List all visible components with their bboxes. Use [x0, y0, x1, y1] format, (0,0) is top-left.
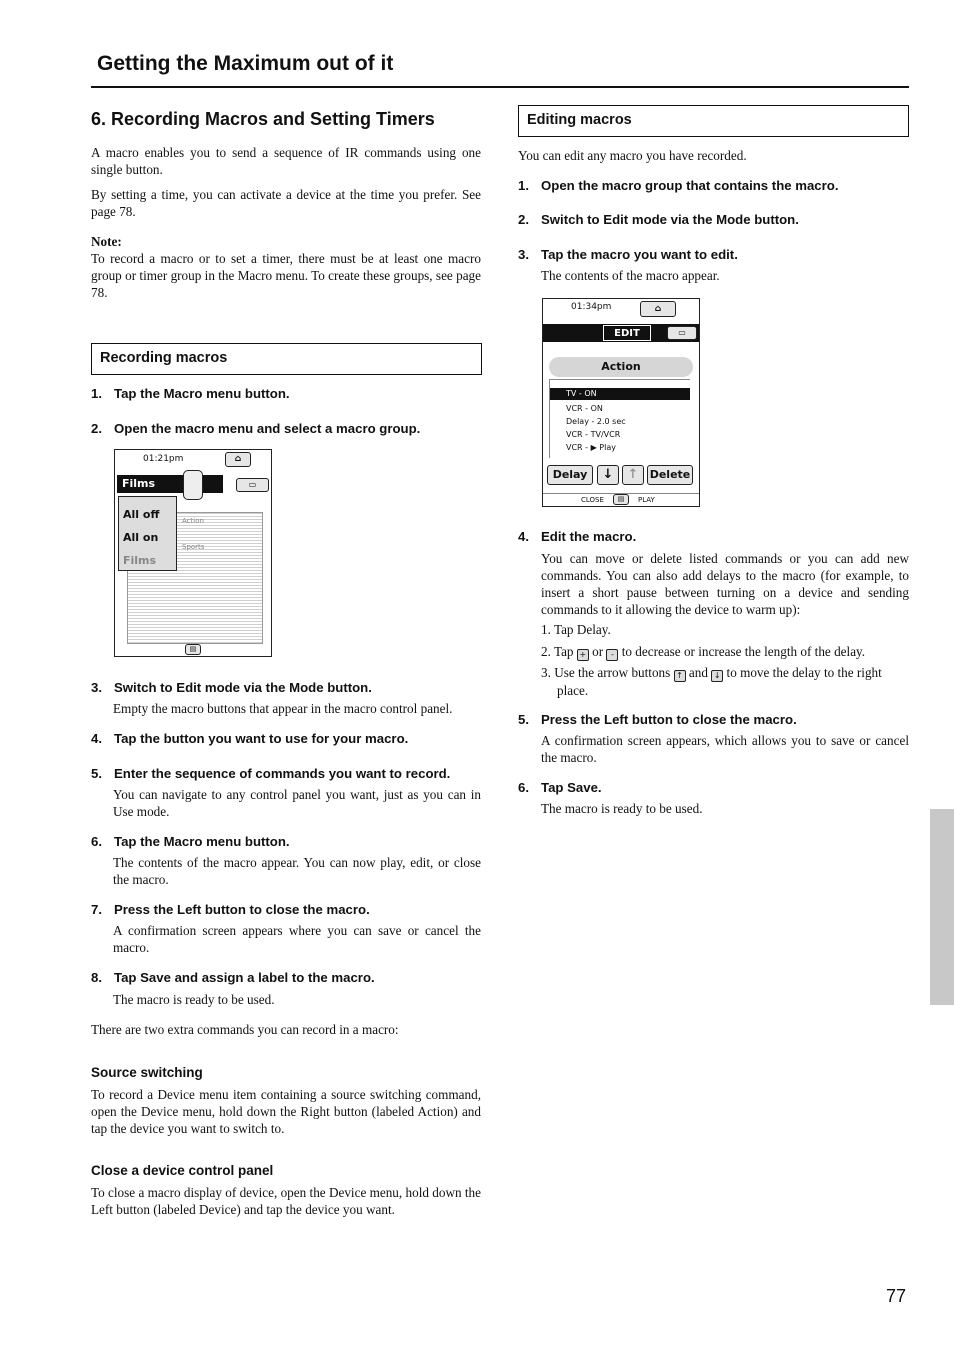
bg-label-action: Action [182, 517, 204, 525]
recording-macros-heading: Recording macros [91, 343, 482, 375]
editing-step-4-detail: You can move or delete listed commands or you can add new commands. You can also add delays to the macro (for example, to insert a short pause between turning on a device and sending commands to it allowing the device to warm up): [541, 551, 909, 617]
editing-step-4: 4. Edit the macro. [518, 529, 637, 544]
close-label: CLOSE [581, 496, 604, 504]
recording-step-7-detail: A confirmation screen appears where you can save or cancel the macro. [113, 923, 481, 955]
home-icon-2: ⌂ [640, 301, 676, 317]
macro-command-list [549, 379, 690, 458]
clock-label: 01:21pm [143, 454, 184, 464]
bg-label-sports: Sports [182, 543, 205, 551]
editing-step-6-detail: The macro is ready to be used. [541, 801, 703, 816]
play-label: PLAY [638, 496, 655, 504]
close-panel-heading: Close a device control panel [91, 1163, 274, 1178]
note-label: Note: [91, 234, 122, 249]
recording-step-5-detail: You can navigate to any control panel you want, just as you can in Use mode. [113, 787, 481, 819]
page-number: 77 [886, 1286, 907, 1306]
editing-step-6: 6. Tap Save. [518, 780, 602, 795]
recording-step-4: 4. Tap the button you want to use for your macro. [91, 731, 409, 746]
arrow-down-icon: ↓ [711, 670, 723, 682]
command-item: Delay - 2.0 sec [566, 417, 626, 426]
source-switching-heading: Source switching [91, 1065, 203, 1080]
recording-step-1: 1. Tap the Macro menu button. [91, 386, 290, 401]
command-item: VCR - ▶ Play [566, 443, 616, 452]
editing-macros-heading: Editing macros [518, 105, 909, 137]
arrow-up-icon: ↑ [674, 670, 686, 682]
recording-step-2: 2. Open the macro menu and select a macro group. [91, 421, 421, 436]
menu-item-films: Films [123, 554, 157, 567]
minus-icon: - [606, 649, 618, 661]
recording-step-7: 7. Press the Left button to close the macro. [91, 902, 370, 917]
mode-button: ▭ [236, 478, 269, 492]
recording-step-6-detail: The contents of the macro appear. You can now play, edit, or close the macro. [113, 855, 481, 887]
arrow-up-icon: ↑ [622, 465, 644, 485]
delay-button: Delay [547, 465, 593, 485]
mode-edit-label: EDIT [603, 325, 651, 341]
section-title: 6. Recording Macros and Setting Timers [91, 109, 435, 129]
action-pill: Action [549, 357, 693, 377]
edit-substep-2: 2. Tap + or - to decrease or increase the length of the delay. [541, 644, 866, 659]
edit-substep-1: 1. Tap Delay. [541, 622, 611, 637]
page-icon-2: ▤ [613, 494, 629, 505]
macro-edit-screenshot [542, 298, 700, 507]
delete-button: Delete [647, 465, 693, 485]
editing-step-5-detail: A confirmation screen appears, which allows you to save or cancel the macro. [541, 733, 909, 765]
recording-step-8: 8. Tap Save and assign a label to the macro. [91, 970, 375, 985]
editing-step-5: 5. Press the Left button to close the macro. [518, 712, 797, 727]
intro-paragraph-1: A macro enables you to send a sequence of IR commands using one single button. [91, 145, 481, 177]
close-panel-text: To close a macro display of device, open the Device menu, hold down the Left button (labeled Device) and tap the device you want. [91, 1185, 481, 1217]
home-icon: ⌂ [225, 452, 251, 467]
editing-step-2: 2. Switch to Edit mode via the Mode button. [518, 212, 799, 227]
recording-step-6: 6. Tap the Macro menu button. [91, 834, 290, 849]
tab-films: Films [117, 475, 223, 493]
editing-step-1: 1. Open the macro group that contains the macro. [518, 178, 839, 193]
recording-step-3-detail: Empty the macro buttons that appear in the macro control panel. [113, 701, 453, 716]
menu-item-all-off: All off [123, 508, 160, 521]
editing-step-3-detail: The contents of the macro appear. [541, 268, 720, 283]
recording-step-5: 5. Enter the sequence of commands you want to record. [91, 766, 451, 781]
header-rule [91, 86, 909, 88]
extra-commands-intro: There are two extra commands you can record in a macro: [91, 1022, 399, 1037]
macro-menu-screenshot [114, 449, 272, 657]
plus-icon: + [577, 649, 589, 661]
arrow-down-icon: ↓ [597, 465, 619, 485]
page-icon: ▤ [185, 644, 201, 655]
editing-intro: You can edit any macro you have recorded. [518, 148, 747, 163]
mode-button-2: ▭ [667, 326, 697, 340]
source-switching-text: To record a Device menu item containing a source switching command, open the Device menu, hold down the Right button (labeled Action) and tap the device you want to switch to. [91, 1087, 481, 1136]
editing-step-3: 3. Tap the macro you want to edit. [518, 247, 738, 262]
macro-group-dropdown [118, 496, 177, 571]
intro-paragraph-2: By setting a time, you can activate a device at the time you prefer. See page 78. [91, 187, 481, 219]
command-item: VCR - TV/VCR [566, 430, 621, 439]
remote-icon [183, 470, 203, 500]
edit-substep-3: 3. Use the arrow buttons ↑ and ↓ to move the delay to the right place. [541, 665, 882, 698]
menu-item-all-on: All on [123, 531, 159, 544]
chapter-tab-marker [930, 809, 954, 1005]
command-item: TV - ON [550, 388, 690, 400]
recording-step-3: 3. Switch to Edit mode via the Mode button. [91, 680, 372, 695]
page-header-title: Getting the Maximum out of it [97, 52, 394, 75]
clock-label-2: 01:34pm [571, 302, 612, 312]
recording-step-8-detail: The macro is ready to be used. [113, 992, 275, 1007]
note-text: To record a macro or to set a timer, there must be at least one macro group or timer group in the Macro menu. To create these groups, see page 78. [91, 251, 481, 300]
command-item: VCR - ON [566, 404, 603, 413]
